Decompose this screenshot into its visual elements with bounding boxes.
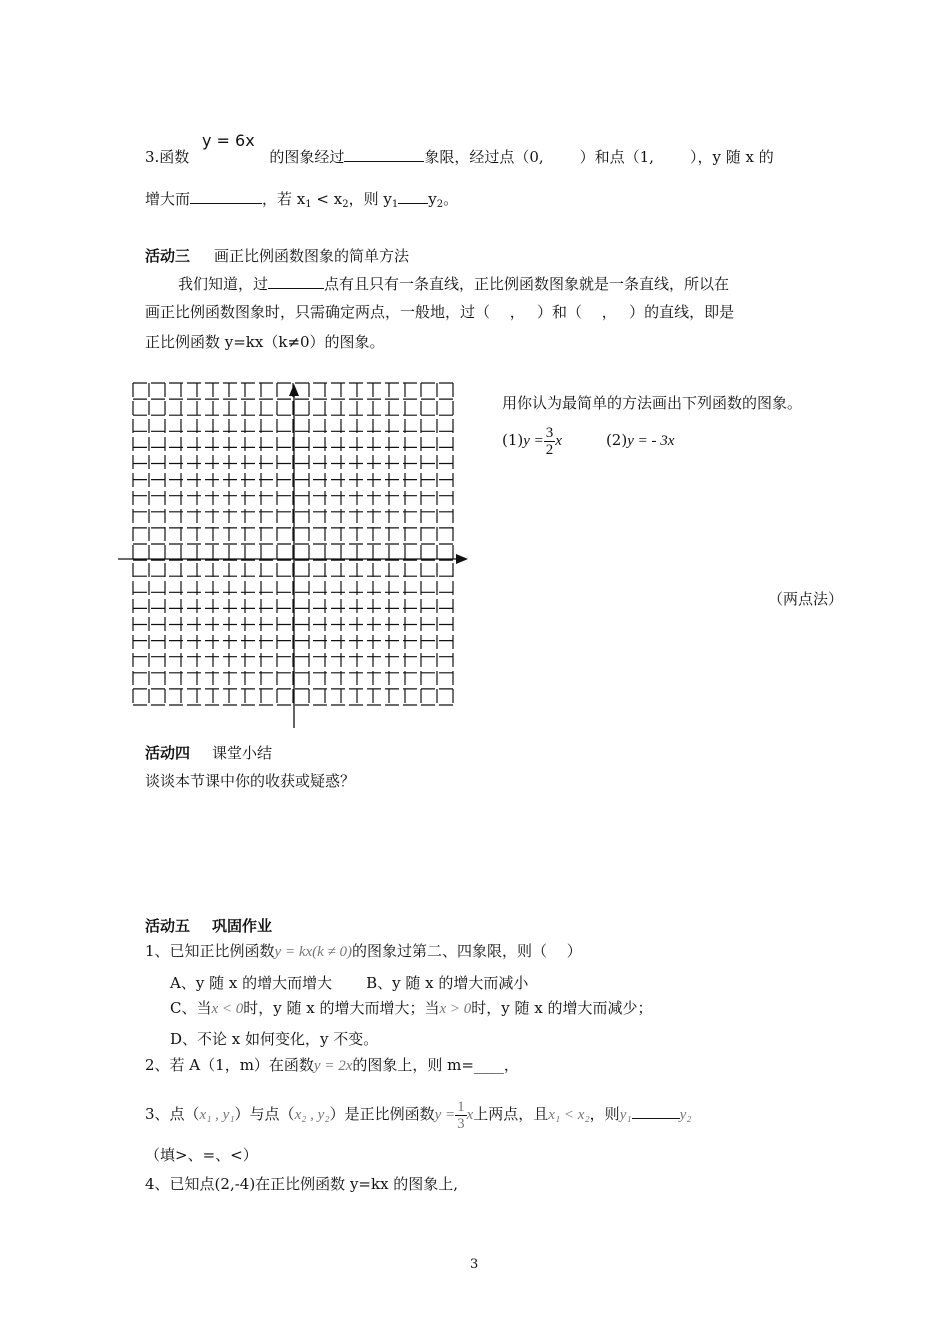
q3-formula: y = 6x — [202, 131, 255, 150]
q3-p2: x₂ , y₂ — [294, 1107, 330, 1123]
fraction-1-3 — [455, 1099, 467, 1132]
q3-den: 3 — [457, 1115, 465, 1132]
act3-p1-b: 点有且只有一条直线，正比例函数图象就是一条直线，所以在 — [324, 275, 730, 293]
page-number: 3 — [470, 1257, 479, 1272]
q3-cond: x₁ < x₂ — [548, 1107, 590, 1123]
y-axis-arrow — [289, 384, 299, 396]
sub: 2 — [342, 199, 349, 210]
q1-formula: y = kx(k ≠ 0) — [274, 944, 353, 960]
blank[interactable] — [268, 274, 324, 289]
q3-text1: 的图象经过 — [269, 148, 345, 166]
act3-heading — [145, 246, 409, 266]
blank[interactable] — [344, 147, 424, 162]
q3-line2-b: ，若 x — [262, 190, 306, 208]
f1-x: x — [555, 433, 562, 449]
option-c-c: 时，y 随 x 的增大而减少； — [471, 999, 653, 1017]
sub: 2 — [436, 199, 444, 210]
act5-heading — [145, 916, 272, 936]
option-b: B、y 随 x 的增大而减小 — [366, 974, 529, 992]
q3-y1: y₁ — [619, 1107, 632, 1123]
sub: 1 — [391, 199, 399, 210]
act3-p2: 画正比例函数图象时，只需确定两点，一般地，过（ ， ）和（ ， ）的直线，即是 — [145, 303, 735, 321]
option-a: A、y 随 x 的增大而增大 — [170, 974, 333, 992]
q2-formula: y = 2x — [313, 1058, 353, 1074]
blank[interactable] — [632, 1090, 680, 1119]
fraction-3-2 — [544, 425, 556, 458]
f1-label: (1) — [502, 431, 524, 449]
option-c-b: 时，y 随 x 的增大而增大；当 — [243, 999, 440, 1017]
option-c-a: C、当 — [170, 999, 212, 1017]
act3-subtitle: 画正比例函数图象的简单方法 — [214, 247, 410, 265]
function-list — [502, 418, 674, 462]
f1-y: y = — [523, 433, 544, 449]
f1-den: 2 — [545, 441, 554, 458]
act5-subtitle: 巩固作业 — [212, 917, 273, 935]
f1-num: 3 — [545, 424, 554, 441]
q3-y2: y — [428, 190, 437, 208]
q3-lt: < x — [311, 190, 343, 208]
act4-subtitle: 课堂小结 — [212, 744, 273, 762]
act4-title: 活动四 — [145, 744, 191, 762]
act3-p3: 正比例函数 y=kx（k≠0）的图象。 — [145, 333, 385, 351]
q3-num: 1 — [457, 1098, 465, 1115]
q3-x: x — [466, 1107, 474, 1123]
q3-b: ）与点（ — [234, 1105, 295, 1123]
act3-instruction: 用你认为最简单的方法画出下列函数的图象。 — [502, 394, 803, 412]
sub: 1 — [305, 199, 312, 210]
q1-a: 1、已知正比例函数 — [145, 942, 275, 960]
q3-a: 3、点（ — [145, 1105, 200, 1123]
act4-heading — [145, 743, 272, 763]
q3-text3: ）和点（1, — [579, 148, 654, 166]
q3-line2-a: 增大而 — [145, 190, 191, 208]
q3-y2: y₂ — [679, 1107, 692, 1123]
q2-a: 2、若 A（1，m）在函数 — [145, 1056, 314, 1074]
blank[interactable] — [398, 189, 428, 204]
coordinate-grid[interactable] — [118, 378, 470, 730]
two-point-method: （两点法） — [768, 590, 844, 608]
act5-q2 — [145, 1055, 519, 1076]
x-axis-arrow — [456, 554, 468, 564]
act5-title: 活动五 — [145, 917, 191, 935]
f2-expr: y = - 3x — [627, 433, 675, 449]
blank[interactable] — [190, 189, 262, 204]
act4-question: 谈谈本节课中你的收获或疑惑？ — [145, 772, 356, 790]
q2-b: 的图象上，则 m=____， — [352, 1056, 519, 1074]
act3-title: 活动三 — [145, 247, 191, 265]
q3-c: ）是正比例函数 — [329, 1105, 435, 1123]
act5-q3 — [145, 1090, 691, 1134]
act5-q4: 4、已知点(2,-4)在正比例函数 y=kx 的图象上, — [145, 1175, 459, 1193]
q3-e: ，则 — [589, 1105, 620, 1123]
q3-line2-c: ，则 y — [348, 190, 392, 208]
q1-b: 的图象过第二、四象限，则（ ） — [352, 942, 582, 960]
act5-q1-d: D、不论 x 如何变化，y 不变。 — [170, 1030, 379, 1048]
q3-line2 — [145, 189, 458, 215]
act5-q3-fill: （填>、=、<） — [145, 1146, 258, 1164]
q3-label: 3.函数 — [145, 148, 190, 166]
option-c-f2: x > 0 — [439, 1001, 472, 1017]
act5-q1-c — [170, 998, 653, 1019]
q3-end: 。 — [443, 190, 459, 208]
q3-line1 — [145, 147, 774, 167]
f2-label: (2) — [605, 431, 628, 449]
q3-text4: ），y 随 x 的 — [689, 148, 774, 166]
act5-q1 — [145, 941, 582, 962]
act5-q1-ab — [170, 973, 528, 993]
q3-d: 上两点，且 — [473, 1105, 549, 1123]
q3-p1: x₁ , y₁ — [199, 1107, 235, 1123]
q3-y: y = — [434, 1107, 456, 1123]
act3-p1 — [178, 274, 729, 294]
q3-text2: 象限，经过点（0, — [424, 148, 544, 166]
option-c-f1: x < 0 — [211, 1001, 244, 1017]
act3-p1-a: 我们知道，过 — [178, 275, 269, 293]
